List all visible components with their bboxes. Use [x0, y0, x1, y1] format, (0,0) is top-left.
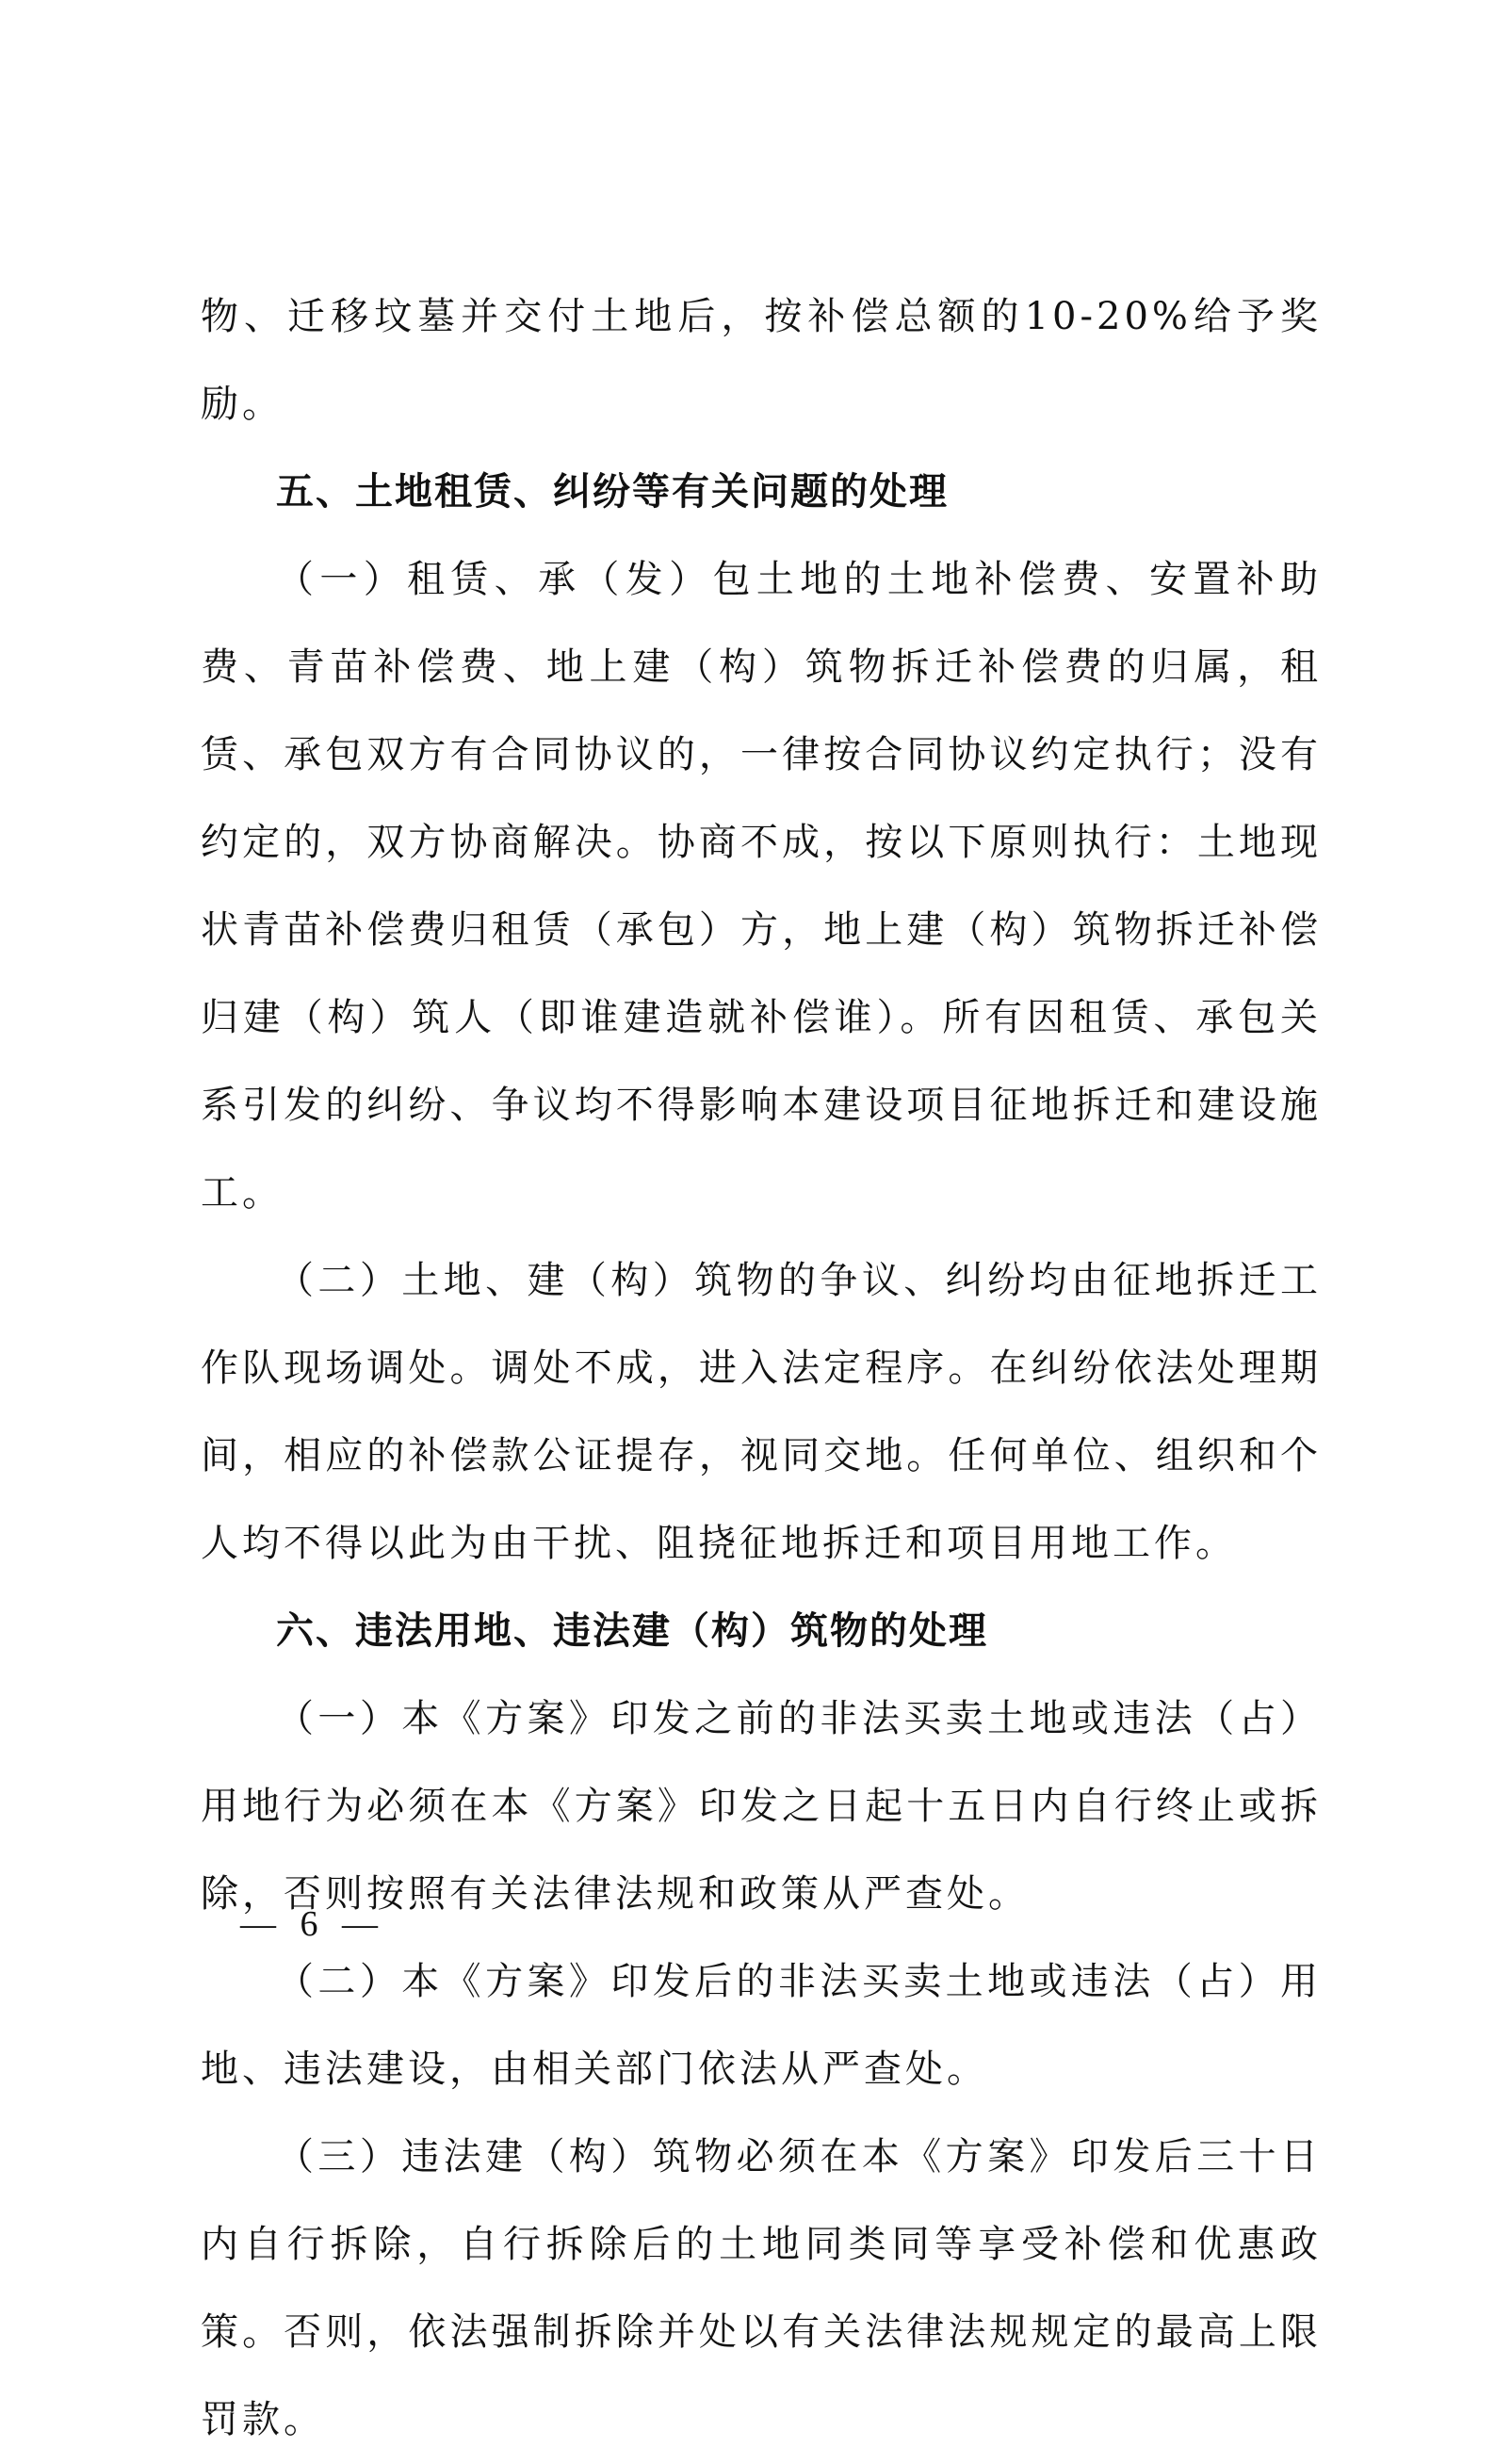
paragraph-illegal-structures: （三）违法建（构）筑物必须在本《方案》印发后三十日内自行拆除，自行拆除后的土地同类同等享受补偿和优惠政策。否则，依法强制拆除并处以有关法律法规规定的最高上限罚款。 — [201, 2135, 1322, 2441]
paragraph-illegal-before: （一）本《方案》印发之前的非法买卖土地或违法（占）用地行为必须在本《方案》印发之日起十五日内自行终止或拆除，否则按照有关法律法规和政策从严查处。 — [201, 1697, 1322, 1916]
document-body — [201, 273, 1322, 2464]
paragraph-lease-compensation: （一）租赁、承（发）包土地的土地补偿费、安置补助费、青苗补偿费、地上建（构）筑物拆迁补偿费的归属，租赁、承包双方有合同协议的，一律按合同协议约定执行；没有约定的，双方协商解决。协商不成，按以下原则执行：土地现状青苗补偿费归租赁（承包）方，地上建（构）筑物拆迁补偿归建（构）筑人（即谁建造就补偿谁）。所有因租赁、承包关系引发的纠纷、争议均不得影响本建设项目征地拆迁和建设施工。 — [201, 558, 1322, 1215]
section-heading-five: 五、土地租赁、纠纷等有关问题的处理 — [276, 470, 949, 514]
paragraph-continuation: 物、迁移坟墓并交付土地后，按补偿总额的10-20%给予奖励。 — [201, 295, 1322, 426]
paragraph-dispute-mediation: （二）土地、建（构）筑物的争议、纠纷均由征地拆迁工作队现场调处。调处不成，进入法定程序。在纠纷依法处理期间，相应的补偿款公证提存，视同交地。任何单位、组织和个人均不得以此为由干扰、阻挠征地拆迁和项目用地工作。 — [201, 1259, 1322, 1565]
paragraph-illegal-after: （二）本《方案》印发后的非法买卖土地或违法（占）用地、违法建设，由相关部门依法从严查处。 — [201, 1960, 1322, 2091]
section-heading-six: 六、违法用地、违法建（构）筑物的处理 — [276, 1609, 988, 1653]
page-number: — 6 — — [240, 1904, 385, 1944]
